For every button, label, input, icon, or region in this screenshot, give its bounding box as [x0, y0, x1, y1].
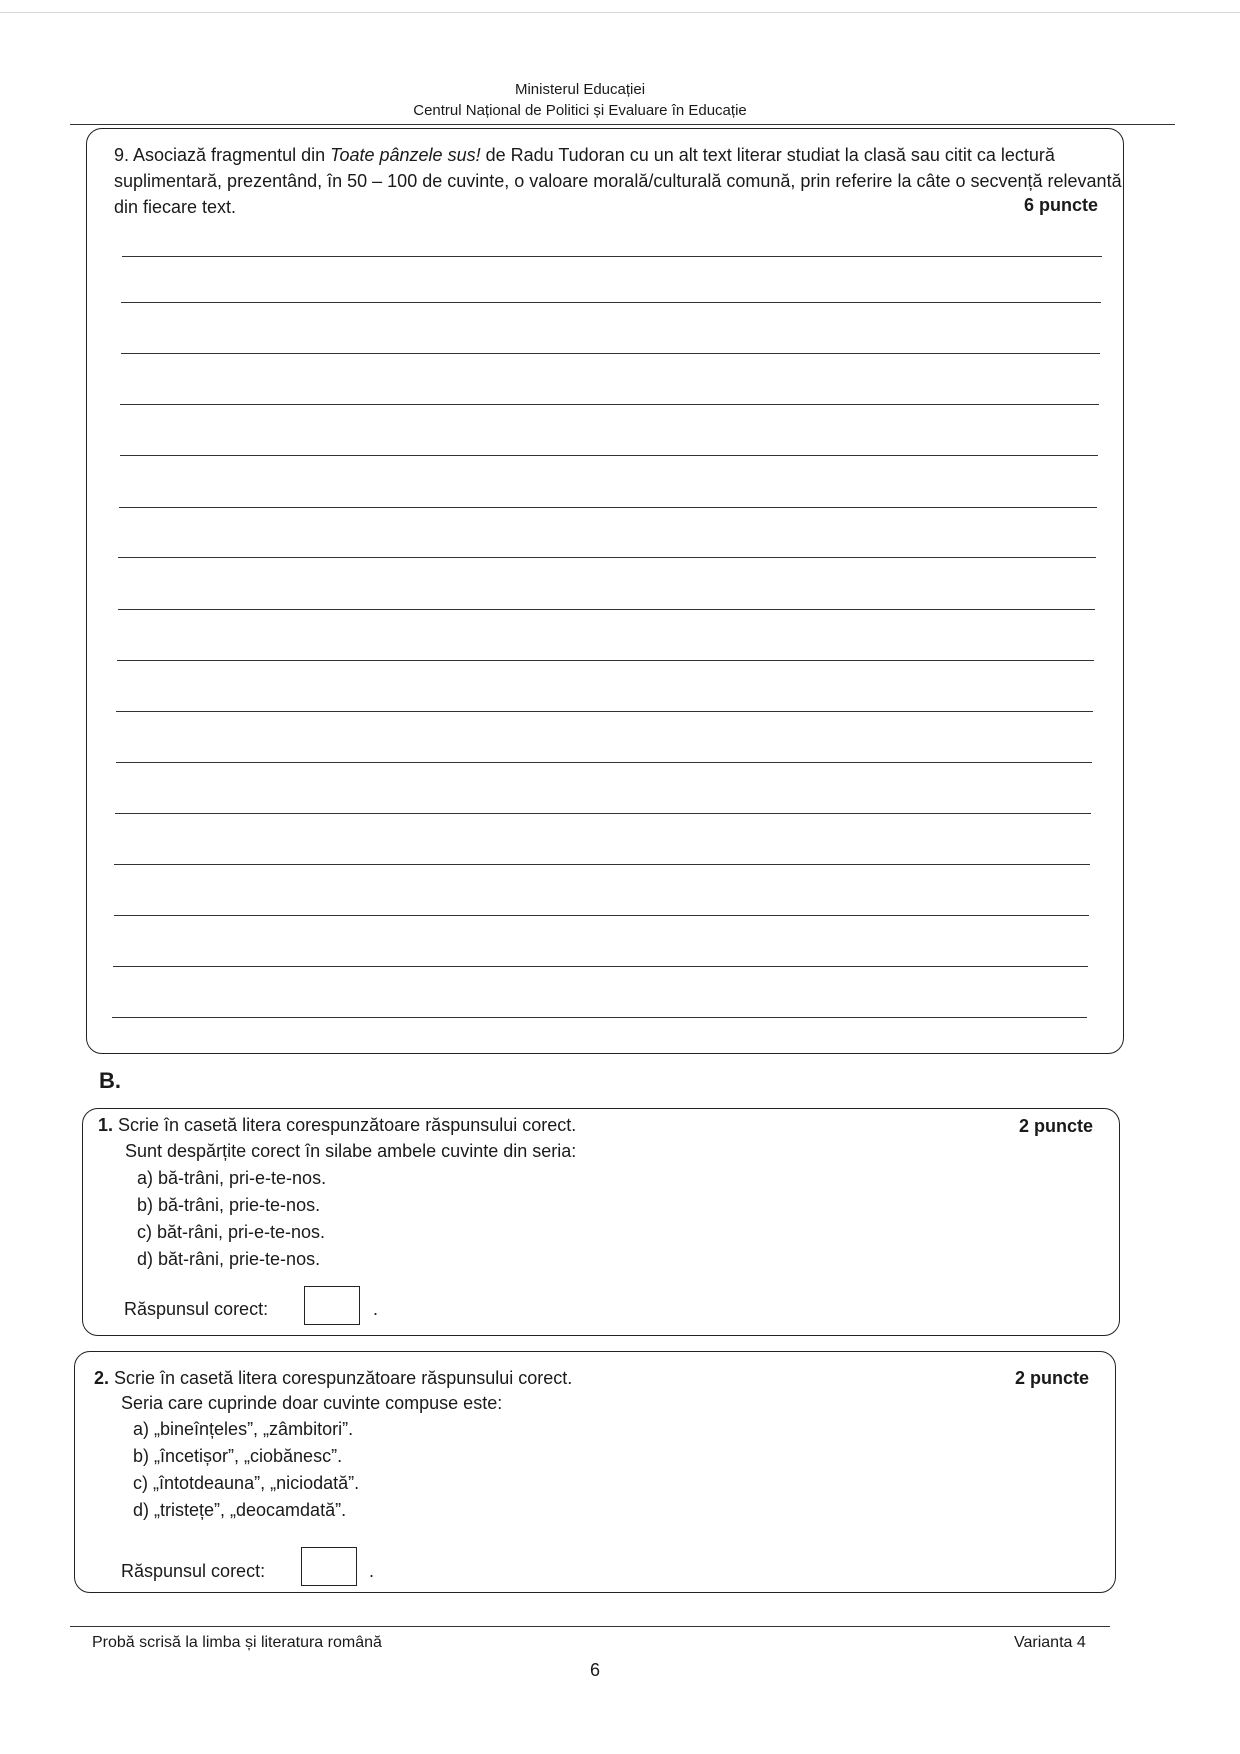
writing-line — [122, 256, 1102, 257]
question-9-text — [114, 142, 1124, 220]
question-b2-prompt: Seria care cuprinde doar cuvinte compuse este: — [121, 1393, 503, 1413]
question-b2-option-c: c) „întotdeauna”, „niciodată”. — [133, 1473, 360, 1493]
question-b1-points: 2 puncte — [1019, 1116, 1094, 1136]
question-b1-number: 1. — [98, 1115, 114, 1135]
writing-line — [116, 711, 1093, 712]
question-b2-answer-label: Răspunsul corect: — [121, 1561, 266, 1581]
question-9-number: 9. — [114, 145, 130, 165]
question-9-work-title: Toate pânzele sus! — [330, 145, 481, 165]
writing-line — [117, 660, 1094, 661]
footer-rule — [70, 1626, 1110, 1627]
footer-exam-name: Probă scrisă la limba și literatura română — [92, 1634, 382, 1651]
writing-line — [118, 609, 1095, 610]
question-b2-points: 2 puncte — [1015, 1368, 1090, 1388]
question-b1-instruction-line — [98, 1112, 576, 1139]
question-b2-answer-box[interactable] — [301, 1547, 357, 1586]
question-b2-option-b: b) „încetișor”, „ciobănesc”. — [133, 1446, 343, 1466]
writing-line — [119, 507, 1097, 508]
question-b1-answer-box[interactable] — [304, 1286, 360, 1325]
writing-line — [112, 1017, 1087, 1018]
question-b1-option-c: c) băt-râni, pri-e-te-nos. — [137, 1222, 326, 1242]
section-b-heading: B. — [99, 1068, 121, 1093]
writing-line — [114, 864, 1090, 865]
question-b1-answer-end: . — [373, 1299, 379, 1319]
question-b2-instruction-line — [94, 1365, 572, 1392]
question-b2-option-a: a) „bineînțeles”, „zâmbitori”. — [133, 1419, 354, 1439]
page-number: 6 — [590, 1660, 601, 1680]
question-9-text-before: Asociază fragmentul din — [129, 145, 331, 165]
writing-line — [121, 353, 1100, 354]
question-b2-number: 2. — [94, 1368, 110, 1388]
top-edge-line — [0, 12, 1240, 13]
question-b1-prompt: Sunt despărțite corect în silabe ambele cuvinte din seria: — [125, 1141, 577, 1161]
question-9-text-after: de Radu Tudoran cu un alt text literar studiat la clasă sau citit ca lectură suplimentară, prezentând, în 50 – 100 de cuvinte, o valoare morală/culturală comună, prin referire la câte o secvență relevantă din fiecare text. — [114, 145, 1122, 217]
question-b2-instruction: Scrie în casetă litera corespunzătoare răspunsului corect. — [114, 1368, 573, 1388]
question-b1-option-d: d) băt-râni, prie-te-nos. — [137, 1249, 321, 1269]
header-ministry: Ministerul Educației — [514, 81, 646, 98]
question-b1-answer-label: Răspunsul corect: — [124, 1299, 269, 1319]
writing-line — [115, 813, 1091, 814]
question-b2-option-d: d) „tristețe”, „deocamdată”. — [133, 1500, 347, 1520]
writing-line — [120, 455, 1098, 456]
header-rule — [70, 124, 1175, 125]
question-9-points: 6 puncte — [1024, 195, 1099, 215]
writing-line — [121, 302, 1101, 303]
writing-line — [114, 915, 1089, 916]
question-b1-instruction: Scrie în casetă litera corespunzătoare răspunsului corect. — [118, 1115, 577, 1135]
question-b1-option-a: a) bă-trâni, pri-e-te-nos. — [137, 1168, 327, 1188]
footer-variant: Varianta 4 — [1014, 1634, 1086, 1651]
header-center: Centrul Național de Politici și Evaluare în Educație — [413, 102, 747, 119]
question-b1-option-b: b) bă-trâni, prie-te-nos. — [137, 1195, 321, 1215]
writing-line — [118, 557, 1096, 558]
question-b2-answer-end: . — [369, 1561, 375, 1581]
writing-line — [120, 404, 1099, 405]
writing-line — [113, 966, 1088, 967]
writing-line — [116, 762, 1092, 763]
